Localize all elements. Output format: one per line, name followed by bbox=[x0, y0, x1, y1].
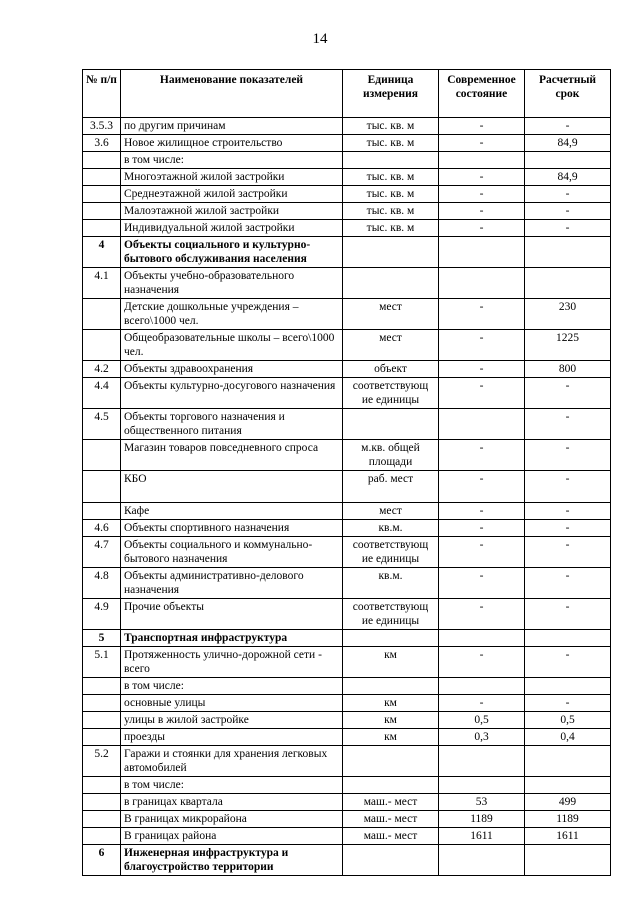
current-value-cell: - bbox=[439, 378, 525, 409]
header-unit: Единица измерения bbox=[343, 70, 439, 118]
current-value-cell: - bbox=[439, 220, 525, 237]
indicator-name-cell: Магазин товаров повседневного спроса bbox=[121, 440, 343, 471]
indicator-name-cell: Прочие объекты bbox=[121, 599, 343, 630]
table-row bbox=[83, 440, 611, 471]
target-value-cell: - bbox=[525, 409, 611, 440]
target-value-cell: - bbox=[525, 599, 611, 630]
unit-cell bbox=[343, 152, 439, 169]
current-value-cell bbox=[439, 152, 525, 169]
unit-cell: тыс. кв. м bbox=[343, 186, 439, 203]
row-number-cell bbox=[83, 828, 121, 845]
unit-cell: тыс. кв. м bbox=[343, 135, 439, 152]
page-number: 14 bbox=[312, 31, 328, 47]
target-value-cell: - bbox=[525, 568, 611, 599]
unit-cell: тыс. кв. м bbox=[343, 118, 439, 135]
target-value-cell: - bbox=[525, 186, 611, 203]
row-number-cell bbox=[83, 471, 121, 503]
unit-cell: маш.- мест bbox=[343, 828, 439, 845]
table-row bbox=[83, 828, 611, 845]
current-value-cell: 53 bbox=[439, 794, 525, 811]
unit-cell: мест bbox=[343, 299, 439, 330]
row-number-cell: 3.6 bbox=[83, 135, 121, 152]
table-row bbox=[83, 186, 611, 203]
indicator-name-cell: Новое жилищное строительство bbox=[121, 135, 343, 152]
indicator-name-cell: Инженерная инфраструктура и благоустройство территории bbox=[121, 845, 343, 876]
target-value-cell: 800 bbox=[525, 361, 611, 378]
unit-cell bbox=[343, 777, 439, 794]
table-row bbox=[83, 118, 611, 135]
current-value-cell: - bbox=[439, 503, 525, 520]
row-number-cell: 5.1 bbox=[83, 647, 121, 678]
indicator-name-cell: Объекты торгового назначения и общественного питания bbox=[121, 409, 343, 440]
target-value-cell: 1611 bbox=[525, 828, 611, 845]
current-value-cell: - bbox=[439, 440, 525, 471]
unit-cell: км bbox=[343, 729, 439, 746]
current-value-cell bbox=[439, 630, 525, 647]
unit-cell: км bbox=[343, 712, 439, 729]
indicator-name-cell: Многоэтажной жилой застройки bbox=[121, 169, 343, 186]
indicator-name-cell: Объекты здравоохранения bbox=[121, 361, 343, 378]
row-number-cell bbox=[83, 794, 121, 811]
current-value-cell: - bbox=[439, 118, 525, 135]
target-value-cell: - bbox=[525, 537, 611, 568]
table-row bbox=[83, 409, 611, 440]
table-row bbox=[83, 537, 611, 568]
unit-cell bbox=[343, 409, 439, 440]
table-row bbox=[83, 299, 611, 330]
table-row bbox=[83, 712, 611, 729]
unit-cell: кв.м. bbox=[343, 568, 439, 599]
target-value-cell: 0,5 bbox=[525, 712, 611, 729]
target-value-cell: 1189 bbox=[525, 811, 611, 828]
target-value-cell bbox=[525, 152, 611, 169]
unit-cell bbox=[343, 237, 439, 268]
indicator-name-cell: Протяженность улично-дорожной сети - всего bbox=[121, 647, 343, 678]
indicator-name-cell: в том числе: bbox=[121, 678, 343, 695]
target-value-cell bbox=[525, 777, 611, 794]
row-number-cell: 4.1 bbox=[83, 268, 121, 299]
row-number-cell bbox=[83, 777, 121, 794]
indicator-name-cell: Транспортная инфраструктура bbox=[121, 630, 343, 647]
header-current: Современное состояние bbox=[439, 70, 525, 118]
current-value-cell: - bbox=[439, 186, 525, 203]
indicator-name-cell: улицы в жилой застройке bbox=[121, 712, 343, 729]
row-number-cell bbox=[83, 203, 121, 220]
row-number-cell bbox=[83, 503, 121, 520]
target-value-cell bbox=[525, 268, 611, 299]
row-number-cell: 4.8 bbox=[83, 568, 121, 599]
indicator-name-cell: В границах района bbox=[121, 828, 343, 845]
table-row bbox=[83, 169, 611, 186]
row-number-cell: 4.5 bbox=[83, 409, 121, 440]
unit-cell: тыс. кв. м bbox=[343, 169, 439, 186]
current-value-cell bbox=[439, 777, 525, 794]
table-row bbox=[83, 378, 611, 409]
header-name: Наименование показателей bbox=[121, 70, 343, 118]
indicator-name-cell: Детские дошкольные учреждения – всего\1000 чел. bbox=[121, 299, 343, 330]
unit-cell bbox=[343, 630, 439, 647]
current-value-cell: - bbox=[439, 695, 525, 712]
target-value-cell: - bbox=[525, 471, 611, 503]
current-value-cell: 1189 bbox=[439, 811, 525, 828]
current-value-cell bbox=[439, 678, 525, 695]
indicator-name-cell: Индивидуальной жилой застройки bbox=[121, 220, 343, 237]
target-value-cell: - bbox=[525, 378, 611, 409]
current-value-cell bbox=[439, 409, 525, 440]
target-value-cell bbox=[525, 630, 611, 647]
table-row bbox=[83, 203, 611, 220]
target-value-cell: - bbox=[525, 118, 611, 135]
current-value-cell: - bbox=[439, 299, 525, 330]
target-value-cell: - bbox=[525, 203, 611, 220]
target-value-cell: - bbox=[525, 503, 611, 520]
indicator-name-cell: по другим причинам bbox=[121, 118, 343, 135]
table-body bbox=[83, 118, 611, 876]
unit-cell: тыс. кв. м bbox=[343, 203, 439, 220]
current-value-cell: - bbox=[439, 471, 525, 503]
row-number-cell: 4.6 bbox=[83, 520, 121, 537]
row-number-cell: 5.2 bbox=[83, 746, 121, 777]
unit-cell bbox=[343, 746, 439, 777]
current-value-cell: - bbox=[439, 599, 525, 630]
indicator-name-cell: Малоэтажной жилой застройки bbox=[121, 203, 343, 220]
indicator-name-cell: основные улицы bbox=[121, 695, 343, 712]
current-value-cell bbox=[439, 237, 525, 268]
target-value-cell: - bbox=[525, 220, 611, 237]
target-value-cell bbox=[525, 746, 611, 777]
unit-cell: маш.- мест bbox=[343, 794, 439, 811]
table-row bbox=[83, 777, 611, 794]
table-row bbox=[83, 695, 611, 712]
indicators-table bbox=[82, 69, 611, 876]
unit-cell: кв.м. bbox=[343, 520, 439, 537]
row-number-cell: 4.2 bbox=[83, 361, 121, 378]
current-value-cell: - bbox=[439, 169, 525, 186]
target-value-cell: 0,4 bbox=[525, 729, 611, 746]
table-row bbox=[83, 471, 611, 503]
table-row bbox=[83, 811, 611, 828]
row-number-cell: 3.5.3 bbox=[83, 118, 121, 135]
indicator-name-cell: В границах микрорайона bbox=[121, 811, 343, 828]
row-number-cell bbox=[83, 186, 121, 203]
row-number-cell bbox=[83, 299, 121, 330]
row-number-cell bbox=[83, 220, 121, 237]
indicator-name-cell: Объекты социального и коммунально-бытового назначения bbox=[121, 537, 343, 568]
table-row bbox=[83, 330, 611, 361]
row-number-cell: 4.9 bbox=[83, 599, 121, 630]
target-value-cell: 230 bbox=[525, 299, 611, 330]
table-row bbox=[83, 152, 611, 169]
unit-cell bbox=[343, 845, 439, 876]
indicator-name-cell: в границах квартала bbox=[121, 794, 343, 811]
table-row bbox=[83, 568, 611, 599]
table-row bbox=[83, 746, 611, 777]
indicator-name-cell: Кафе bbox=[121, 503, 343, 520]
row-number-cell bbox=[83, 440, 121, 471]
unit-cell: м.кв. общей площади bbox=[343, 440, 439, 471]
target-value-cell: 499 bbox=[525, 794, 611, 811]
unit-cell: соответствующ ие единицы bbox=[343, 378, 439, 409]
current-value-cell: - bbox=[439, 203, 525, 220]
indicator-name-cell: Гаражи и стоянки для хранения легковых автомобилей bbox=[121, 746, 343, 777]
target-value-cell: - bbox=[525, 440, 611, 471]
indicator-name-cell: Объекты учебно-образовательного назначения bbox=[121, 268, 343, 299]
target-value-cell bbox=[525, 845, 611, 876]
current-value-cell: - bbox=[439, 135, 525, 152]
target-value-cell: 84,9 bbox=[525, 135, 611, 152]
table-row bbox=[83, 678, 611, 695]
indicator-name-cell: Объекты культурно-досугового назначения bbox=[121, 378, 343, 409]
header-num: № п/п bbox=[83, 70, 121, 118]
target-value-cell: - bbox=[525, 520, 611, 537]
unit-cell bbox=[343, 268, 439, 299]
unit-cell: соответствующ ие единицы bbox=[343, 599, 439, 630]
table-row bbox=[83, 237, 611, 268]
table-row bbox=[83, 503, 611, 520]
unit-cell: тыс. кв. м bbox=[343, 220, 439, 237]
indicator-name-cell: КБО bbox=[121, 471, 343, 503]
row-number-cell: 4 bbox=[83, 237, 121, 268]
row-number-cell bbox=[83, 729, 121, 746]
row-number-cell: 5 bbox=[83, 630, 121, 647]
table-row bbox=[83, 599, 611, 630]
target-value-cell: 1225 bbox=[525, 330, 611, 361]
current-value-cell: 0,3 bbox=[439, 729, 525, 746]
target-value-cell: - bbox=[525, 647, 611, 678]
table-header-row bbox=[83, 70, 611, 118]
current-value-cell: 1611 bbox=[439, 828, 525, 845]
target-value-cell: - bbox=[525, 695, 611, 712]
table-row bbox=[83, 647, 611, 678]
table-row bbox=[83, 220, 611, 237]
row-number-cell: 4.7 bbox=[83, 537, 121, 568]
table-row bbox=[83, 361, 611, 378]
table-row bbox=[83, 845, 611, 876]
row-number-cell bbox=[83, 152, 121, 169]
indicator-name-cell: Объекты административно-делового назначения bbox=[121, 568, 343, 599]
target-value-cell: 84,9 bbox=[525, 169, 611, 186]
current-value-cell: - bbox=[439, 330, 525, 361]
current-value-cell bbox=[439, 268, 525, 299]
current-value-cell bbox=[439, 845, 525, 876]
indicator-name-cell: Объекты социального и культурно-бытового обслуживания населения bbox=[121, 237, 343, 268]
current-value-cell bbox=[439, 746, 525, 777]
table-row bbox=[83, 268, 611, 299]
row-number-cell: 4.4 bbox=[83, 378, 121, 409]
row-number-cell bbox=[83, 169, 121, 186]
current-value-cell: - bbox=[439, 520, 525, 537]
header-target: Расчетный срок bbox=[525, 70, 611, 118]
target-value-cell bbox=[525, 237, 611, 268]
unit-cell: мест bbox=[343, 330, 439, 361]
current-value-cell: - bbox=[439, 361, 525, 378]
current-value-cell: - bbox=[439, 647, 525, 678]
unit-cell bbox=[343, 678, 439, 695]
table-row bbox=[83, 135, 611, 152]
unit-cell: раб. мест bbox=[343, 471, 439, 503]
row-number-cell: 6 bbox=[83, 845, 121, 876]
table-row bbox=[83, 729, 611, 746]
row-number-cell bbox=[83, 712, 121, 729]
target-value-cell bbox=[525, 678, 611, 695]
current-value-cell: - bbox=[439, 568, 525, 599]
table-row bbox=[83, 794, 611, 811]
row-number-cell bbox=[83, 330, 121, 361]
row-number-cell bbox=[83, 678, 121, 695]
current-value-cell: 0,5 bbox=[439, 712, 525, 729]
unit-cell: км bbox=[343, 695, 439, 712]
unit-cell: соответствующ ие единицы bbox=[343, 537, 439, 568]
current-value-cell: - bbox=[439, 537, 525, 568]
indicator-name-cell: в том числе: bbox=[121, 777, 343, 794]
row-number-cell bbox=[83, 695, 121, 712]
unit-cell: км bbox=[343, 647, 439, 678]
indicator-name-cell: Объекты спортивного назначения bbox=[121, 520, 343, 537]
unit-cell: мест bbox=[343, 503, 439, 520]
indicator-name-cell: Общеобразовательные школы – всего\1000 чел. bbox=[121, 330, 343, 361]
unit-cell: объект bbox=[343, 361, 439, 378]
indicator-name-cell: проезды bbox=[121, 729, 343, 746]
table-row bbox=[83, 630, 611, 647]
row-number-cell bbox=[83, 811, 121, 828]
table-row bbox=[83, 520, 611, 537]
unit-cell: маш.- мест bbox=[343, 811, 439, 828]
indicator-name-cell: в том числе: bbox=[121, 152, 343, 169]
indicator-name-cell: Среднеэтажной жилой застройки bbox=[121, 186, 343, 203]
